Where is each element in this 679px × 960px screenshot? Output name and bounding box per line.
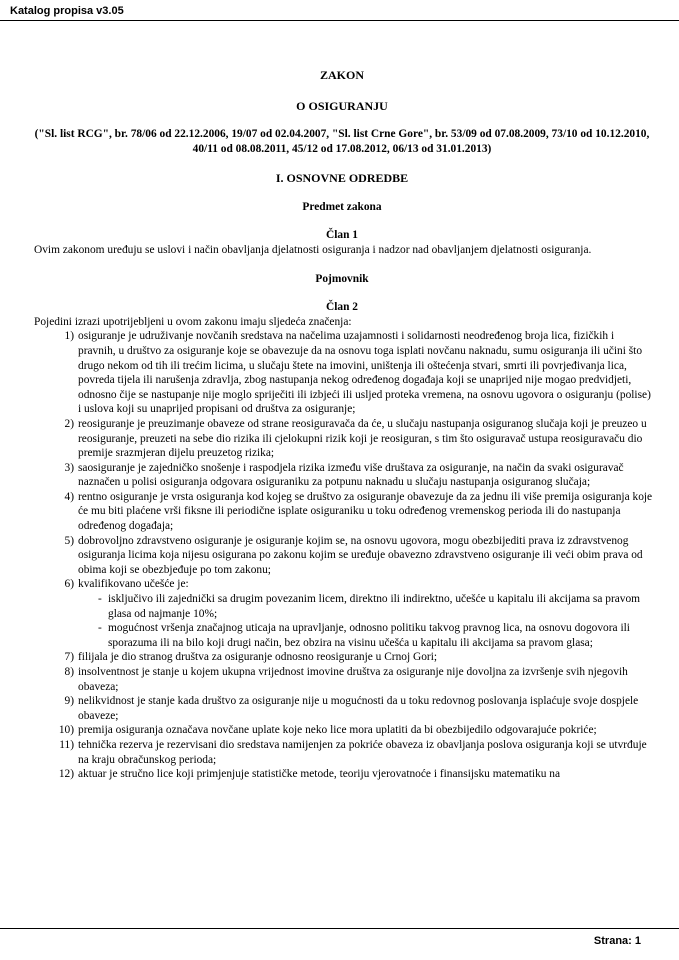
dash-bullet: - [98,622,102,635]
item-text: filijala je dio stranog društva za osiguranje odnosno reosiguranje u Crnoj Gori; [78,651,438,664]
sub-item-text: isključivo ili zajednički sa drugim povezanim licem, direktno ili indirektno, učešće u kapitalu ili akcijama sa pravom glasa od najmanje 10%; [108,593,641,620]
item-text: saosiguranje je zajedničko snošenje i raspodjela rizika između više društava za osiguranje, na način da svaki osiguravač naznačen u polisi osiguranja odgovara osiguraniku za potpunu naknadu u slučaju nastupanja osiguranog slučaja; [78,461,624,489]
document-body [30,68,654,782]
item-text: reosiguranje je preuzimanje obaveze od strane reosiguravača da će, u slučaju nastupanja osiguranog slučaja koji je preuzeo u reosiguranje, preuzeti na sebe dio rizika ili cjelokupni rizik koji je reosiguran, s tim što osiguravač ustupa reosiguravaču dio premije srazmjeran dijelu preuzetog rizika; [78,417,647,460]
page-number: Strana: 1 [593,935,641,947]
item-number: 1) [64,330,74,343]
app-title: Katalog propisa v3.05 [10,5,124,17]
subject-heading: Predmet zakona [302,200,382,213]
item-number: 11) [59,738,74,751]
sub-list-item [30,621,654,650]
item-text: tehnička rezerva je rezervisani dio sredstava namijenjen za pokriće obaveza iz obavljanja poslova osiguranja koji se utvrđuje na kraju obračunskog perioda; [78,738,647,766]
dash-bullet: - [98,593,102,606]
law-subtitle: O OSIGURANJU [296,98,388,113]
list-item [30,490,654,534]
list-item [30,650,654,665]
article-1-heading: Član 1 [326,229,358,242]
glossary-heading: Pojmovnik [315,272,369,285]
item-text: dobrovoljno zdravstveno osiguranje je osiguranje kojim se, na osnovu ugovora, mogu obezbijediti prava iz zdravstvenog osiguranja licima koja nijesu osigurana po zakonu kojim se uređuje obavezno zdravstveno osiguranje ili veći obim prava od obima koji se obezbjeđuje po tom zakonu; [78,534,643,576]
item-text: osiguranje je udruživanje novčanih sredstava na načelima uzajamnosti i solidarnosti neodređenog broja lica, fizičkih i pravnih, u društvo za osiguranje koje se obavezuje da na osnovu toga isplati novčanu naknadu, sumu osiguranja ili učini što drugo nekom od tih ili trećim licima, u slučaju štete na imovini, uništenja ili oštećenja stvari, smrti ili povrjeđivanja lica, povreda tijela ili narušenja zdravlja, zbog nastupanja nekog određenog događaja koji se unaprijed nije mogao predvidjeti, odnosno čije se nastupanje nije moglo spriječiti ili izbjeći ili usljed proteka vremena, na osnovu ugovora o osiguranju (polise) i uslova koji su unaprijed propisani od društva za osiguranje; [78,330,651,416]
header-divider [0,20,679,21]
list-item [30,534,654,578]
item-text: insolventnost je stanje u kojem ukupna vrijednost imovine društva za osiguranje nije dovoljna za izvršenje svih njegovih obaveza; [78,666,628,693]
item-number: 7) [64,651,74,664]
sub-item-text: mogućnost vršenja značajnog uticaja na upravljanje, odnosno politiku takvog pravnog lica, na osnovu dogovora ili sporazuma ili na bilo koji drugi način, bez obzira na visinu učešća u kapitalu ili akcijama sa pravom glasa; [108,622,630,649]
item-number: 4) [64,490,74,503]
list-item [30,577,654,592]
item-number: 2) [64,417,74,430]
footer-divider [0,928,679,929]
item-text: kvalifikovano učešće je: [78,578,189,591]
list-item [30,723,654,738]
section-heading: I. OSNOVNE ODREDBE [275,171,409,186]
article-2-lead: Pojedini izrazi upotrijebljeni u ovom zakonu imaju sljedeća značenja: [34,315,352,328]
sub-list-item [30,592,654,621]
list-item [30,767,654,782]
list-item [30,417,654,461]
law-title: ZAKON [319,68,364,82]
gazette-reference: ("Sl. list RCG", br. 78/06 od 22.12.2006, 19/07 od 02.04.2007, "Sl. list Crne Gore", br. 53/09 od 07.08.2009, 73/10 od 10.12.2010, 40/11 od 08.08.2011, 45/12 od 17.08.2012, 06/13 od 31.01.2013) [34,128,650,156]
item-number: 5) [64,534,74,547]
article-2-heading: Član 2 [326,301,358,314]
item-text: premija osiguranja označava novčane uplate koje neko lice mora uplatiti da bi obezbijedilo odgovarajuće pokriće; [78,724,597,737]
item-text: rentno osiguranje je vrsta osiguranja kod kojeg se društvo za osiguranje obavezuje da za jednu ili više premija osiguranja koje će mu biti plaćene vrši fiksne ili periodične isplate osiguraniku u toku određenog vremenskog perioda ili do nastupanja određenog događaja; [78,490,653,533]
item-number: 8) [64,666,74,678]
item-text: nelikvidnost je stanje kada društvo za osiguranje nije u mogućnosti da u toku redovnog poslovanja isplaćuje svoje dospjele obaveze; [78,695,639,722]
item-number: 6) [64,578,74,591]
item-number: 10) [58,724,74,737]
list-item [30,461,654,490]
item-number: 12) [58,768,74,781]
item-number: 3) [64,461,74,474]
list-item [30,665,654,694]
article-1-text: Ovim zakonom uređuju se uslovi i način obavljanja djelatnosti osiguranja i nadzor nad obavljanjem djelatnosti osiguranja. [34,243,592,256]
list-item [30,738,654,767]
item-number: 9) [64,695,74,708]
list-item [30,329,654,417]
item-text: aktuar je stručno lice koji primjenjuje statističke metode, teoriju vjerovatnoće i finansijsku matematiku na [78,768,561,781]
list-item [30,694,654,723]
